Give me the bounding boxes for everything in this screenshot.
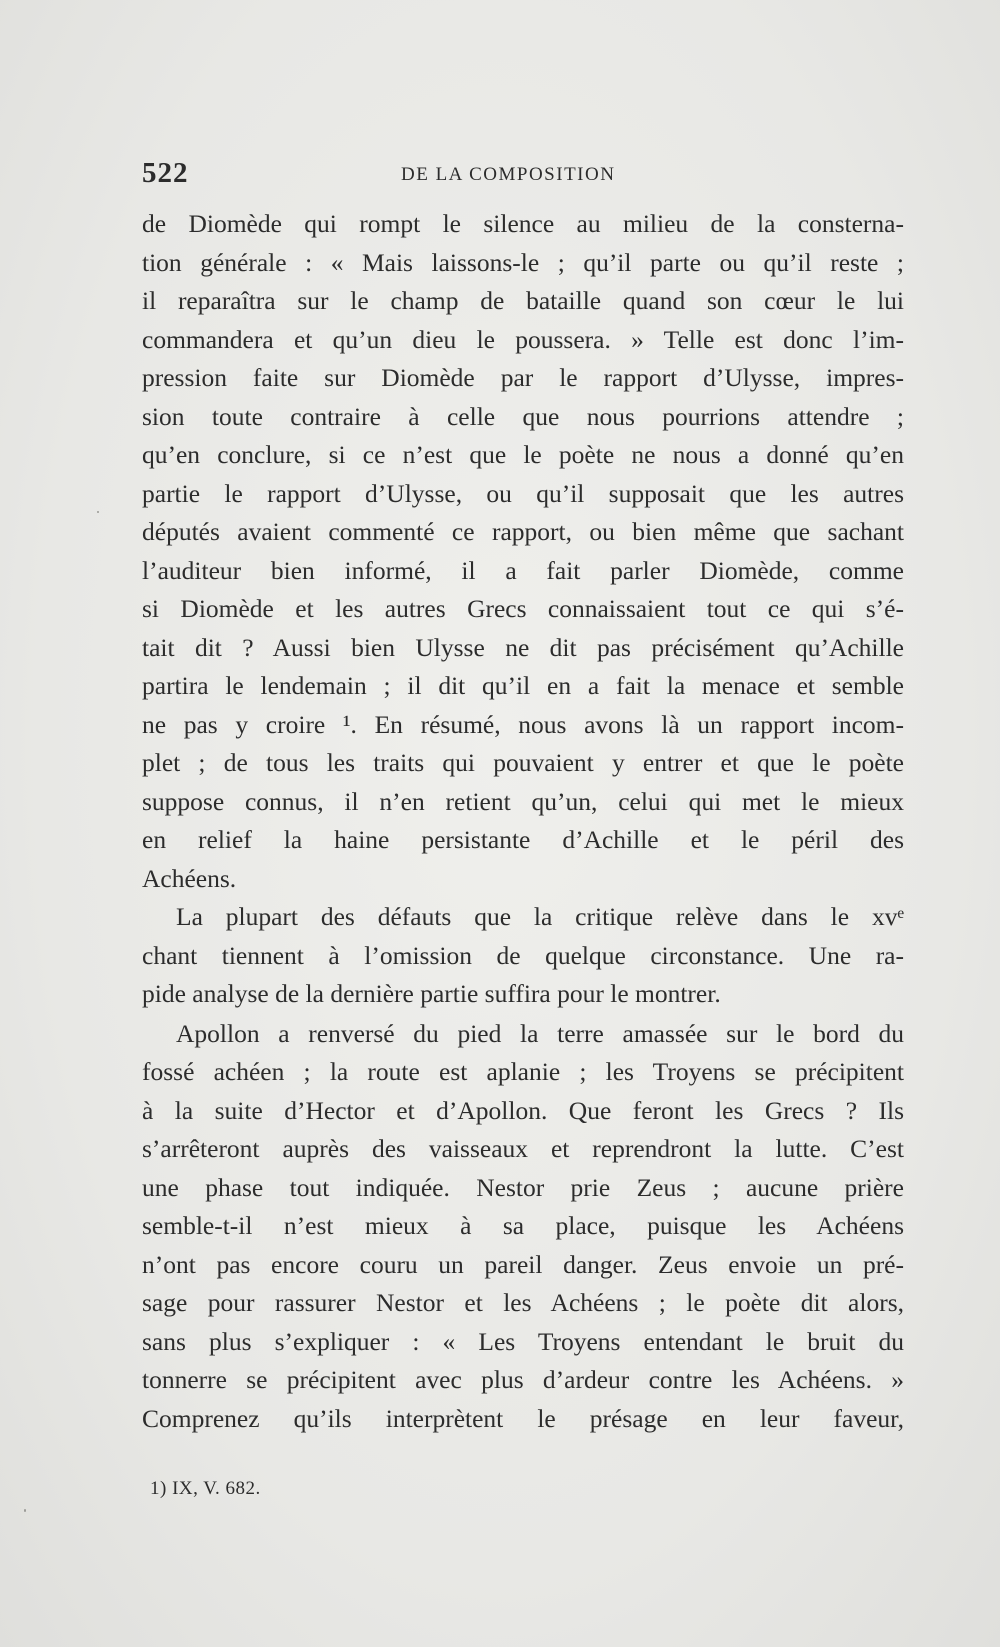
text-line: l’auditeur bien informé, il a fait parler Diomède, comme (142, 555, 904, 585)
text-line: La plupart des défauts que la critique relève dans le xvᵉ (176, 902, 904, 931)
text-line: sion toute contraire à celle que nous pourrions attendre ; (142, 401, 904, 431)
page-number: 522 (142, 157, 189, 189)
text-line: pression faite sur Diomède par le rapport d’Ulysse, impres- (142, 363, 904, 392)
text-line: sans plus s’expliquer : « Les Troyens entendant le bruit du (142, 1326, 904, 1356)
text-line: plet ; de tous les traits qui pouvaient y entrer et que le poète (142, 748, 904, 777)
text-line: tion générale : « Mais laissons-le ; qu’il parte ou qu’il reste ; (142, 247, 904, 277)
text-line: fossé achéen ; la route est aplanie ; les Troyens se précipitent (142, 1057, 904, 1086)
text-line: tait dit ? Aussi bien Ulysse ne dit pas précisément qu’Achille (142, 632, 904, 662)
text-line: une phase tout indiquée. Nestor prie Zeus ; aucune prière (142, 1172, 904, 1202)
text-line: si Diomède et les autres Grecs connaissaient tout ce qui s’é- (142, 594, 904, 623)
page-header (142, 157, 904, 193)
text-line: Comprenez qu’ils interprètent le présage en leur faveur, (142, 1403, 904, 1433)
text-line: sage pour rassurer Nestor et les Achéens ; le poète dit alors, (142, 1288, 904, 1317)
paper-speck (97, 511, 99, 513)
text-line: en relief la haine persistante d’Achille et le péril des (142, 825, 904, 854)
text-line: ne pas y croire ¹. En résumé, nous avons là un rapport incom- (142, 709, 904, 739)
footnote: 1) IX, V. 682. (150, 1478, 261, 1499)
text-line: semble-t-il n’est mieux à sa place, puisque les Achéens (142, 1211, 904, 1240)
text-line: commandera et qu’un dieu le poussera. » Telle est donc l’im- (142, 324, 904, 354)
text-line: suppose connus, il n’en retient qu’un, celui qui met le mieux (142, 786, 904, 816)
text-line: députés avaient commenté ce rapport, ou bien même que sachant (142, 517, 904, 546)
running-head: DE LA COMPOSITION (401, 164, 616, 185)
text-line: partira le lendemain ; il dit qu’il en a fait la menace et semble (142, 671, 904, 700)
text-line: partie le rapport d’Ulysse, ou qu’il supposait que les autres (142, 478, 904, 508)
text-line: pide analyse de la dernière partie suffira pour le montrer. (142, 979, 721, 1008)
text-line: de Diomède qui rompt le silence au milieu de la consterna- (142, 209, 904, 238)
body-text (142, 205, 904, 1438)
text-line: à la suite d’Hector et d’Apollon. Que feront les Grecs ? Ils (142, 1095, 904, 1125)
text-line: Achéens. (142, 863, 237, 893)
text-line: tonnerre se précipitent avec plus d’ardeur contre les Achéens. » (142, 1365, 904, 1394)
text-line: s’arrêteront auprès des vaisseaux et reprendront la lutte. C’est (142, 1134, 904, 1163)
text-line: il reparaîtra sur le champ de bataille quand son cœur le lui (142, 286, 904, 315)
text-line: Apollon a renversé du pied la terre amassée sur le bord du (176, 1018, 904, 1048)
text-line: chant tiennent à l’omission de quelque circonstance. Une ra- (142, 940, 904, 970)
text-line: qu’en conclure, si ce n’est que le poète ne nous a donné qu’en (142, 440, 904, 469)
paper-speck (24, 1509, 26, 1512)
text-line: n’ont pas encore couru un pareil danger. Zeus envoie un pré- (142, 1249, 904, 1279)
